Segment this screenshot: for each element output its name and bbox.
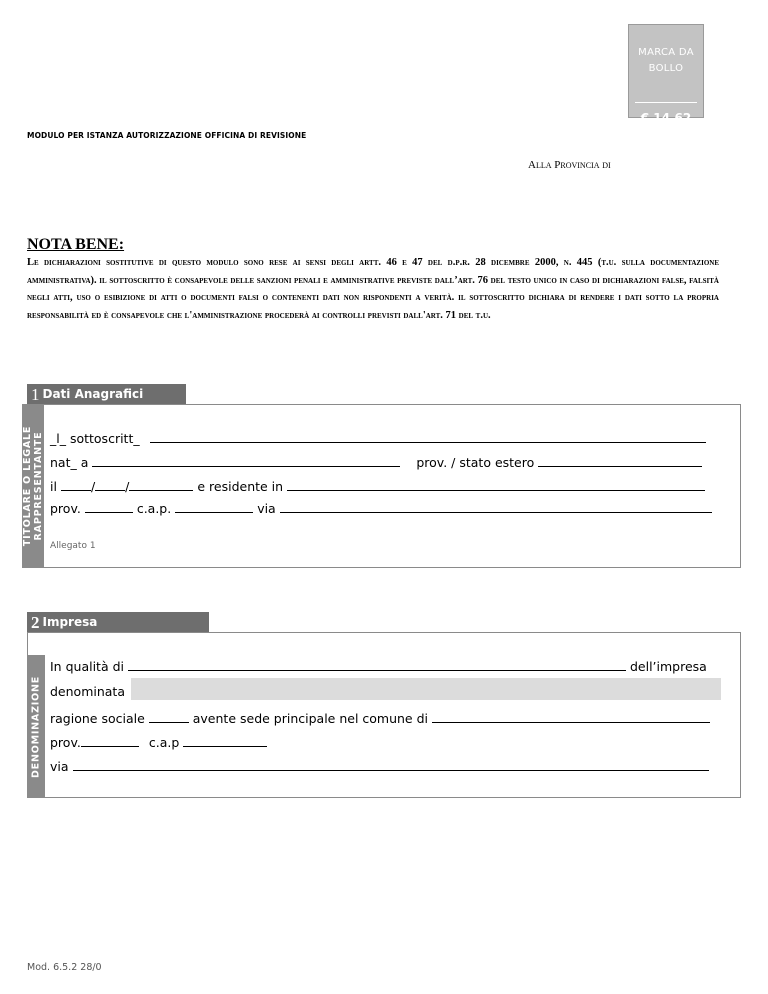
section-1-number: 1: [31, 385, 40, 404]
footer-module-code: Mod. 6.5.2 28/0: [27, 962, 102, 973]
section-1-side-label: TITOLARE O LEGALE RAPPRESENTANTE: [22, 425, 44, 547]
stamp-label-line1: MARCA DA: [638, 47, 694, 58]
giorno-nascita-field[interactable]: [61, 478, 91, 491]
cap-residenza-field[interactable]: [175, 500, 253, 513]
row-via-sede: via: [50, 758, 709, 774]
mese-nascita-field[interactable]: [95, 478, 125, 491]
row-data-residenza: il / / e residente in: [50, 478, 705, 494]
prov-residenza-field[interactable]: [85, 500, 133, 513]
ragione-sociale-field[interactable]: [149, 710, 189, 723]
row-ragione-sociale: ragione sociale avente sede principale nel comune di: [50, 710, 710, 726]
prov-stato-estero-field[interactable]: [538, 454, 702, 467]
nota-bene-title: NOTA BENE:: [27, 236, 125, 253]
section-1-header: [27, 384, 186, 405]
comune-sede-field[interactable]: [432, 710, 710, 723]
section-1-side-tab: [22, 404, 44, 568]
via-sede-field[interactable]: [73, 758, 709, 771]
section-1-title: Dati Anagrafici: [42, 387, 144, 401]
section-2-side-label: DENOMINAZIONE: [30, 675, 42, 778]
province-label: Alla Provincia di: [528, 159, 611, 171]
row-qualita: In qualità di dell’impresa: [50, 659, 707, 674]
row-denominata: denominata: [50, 684, 125, 699]
revenue-stamp-box: [628, 24, 704, 125]
stamp-label-line2: BOLLO: [648, 63, 684, 74]
qualita-field[interactable]: [128, 658, 626, 671]
anno-nascita-field[interactable]: [129, 478, 193, 491]
allegato-label: Allegato 1: [50, 541, 96, 551]
row-sottoscritto: _l_ sottoscritt_: [50, 430, 706, 446]
stamp-label: [629, 45, 703, 77]
row-prov-cap: prov. c.a.p: [50, 734, 267, 750]
section-2-header: [27, 612, 209, 633]
row-nato: nat_ a prov. / stato estero: [50, 454, 702, 470]
stamp-price: € 14,62: [635, 102, 697, 134]
via-residenza-field[interactable]: [280, 500, 712, 513]
luogo-nascita-field[interactable]: [92, 454, 400, 467]
nota-bene-text: Le dichiarazioni sostitutive di questo modulo sono rese ai sensi degli artt. 46 e 47 del d.p.r. 28 dicembre 2000, n. 445 (t.u. sulla documentazione amministrativa). il sottoscritto è consapevole delle sanzioni penali e amministrative previste dall’art. 76 del testo unico in caso di dichiarazioni false, falsità negli atti, uso o esibizione di atti o documenti falsi o contenenti dati non rispondenti a verità. il sottoscritto dichiara di rendere i dati sotto la propria responsabilità ed è consapevole che l'amministrazione procederà ai controlli previsti dall'art. 71 del t.u.: [27, 257, 719, 321]
row-indirizzo: prov. c.a.p. via: [50, 500, 712, 516]
denominazione-shaded-field[interactable]: [131, 678, 721, 700]
cap-sede-field[interactable]: [183, 734, 267, 747]
section-2-number: 2: [31, 613, 40, 632]
sottoscritto-field[interactable]: [150, 430, 706, 443]
comune-residenza-field[interactable]: [287, 478, 705, 491]
prov-sede-field[interactable]: [81, 734, 139, 747]
section-2-title: Impresa: [42, 615, 98, 629]
form-title: MODULO PER ISTANZA AUTORIZZAZIONE OFFICINA DI REVISIONE: [27, 131, 307, 140]
section-2-side-tab: [27, 655, 45, 798]
